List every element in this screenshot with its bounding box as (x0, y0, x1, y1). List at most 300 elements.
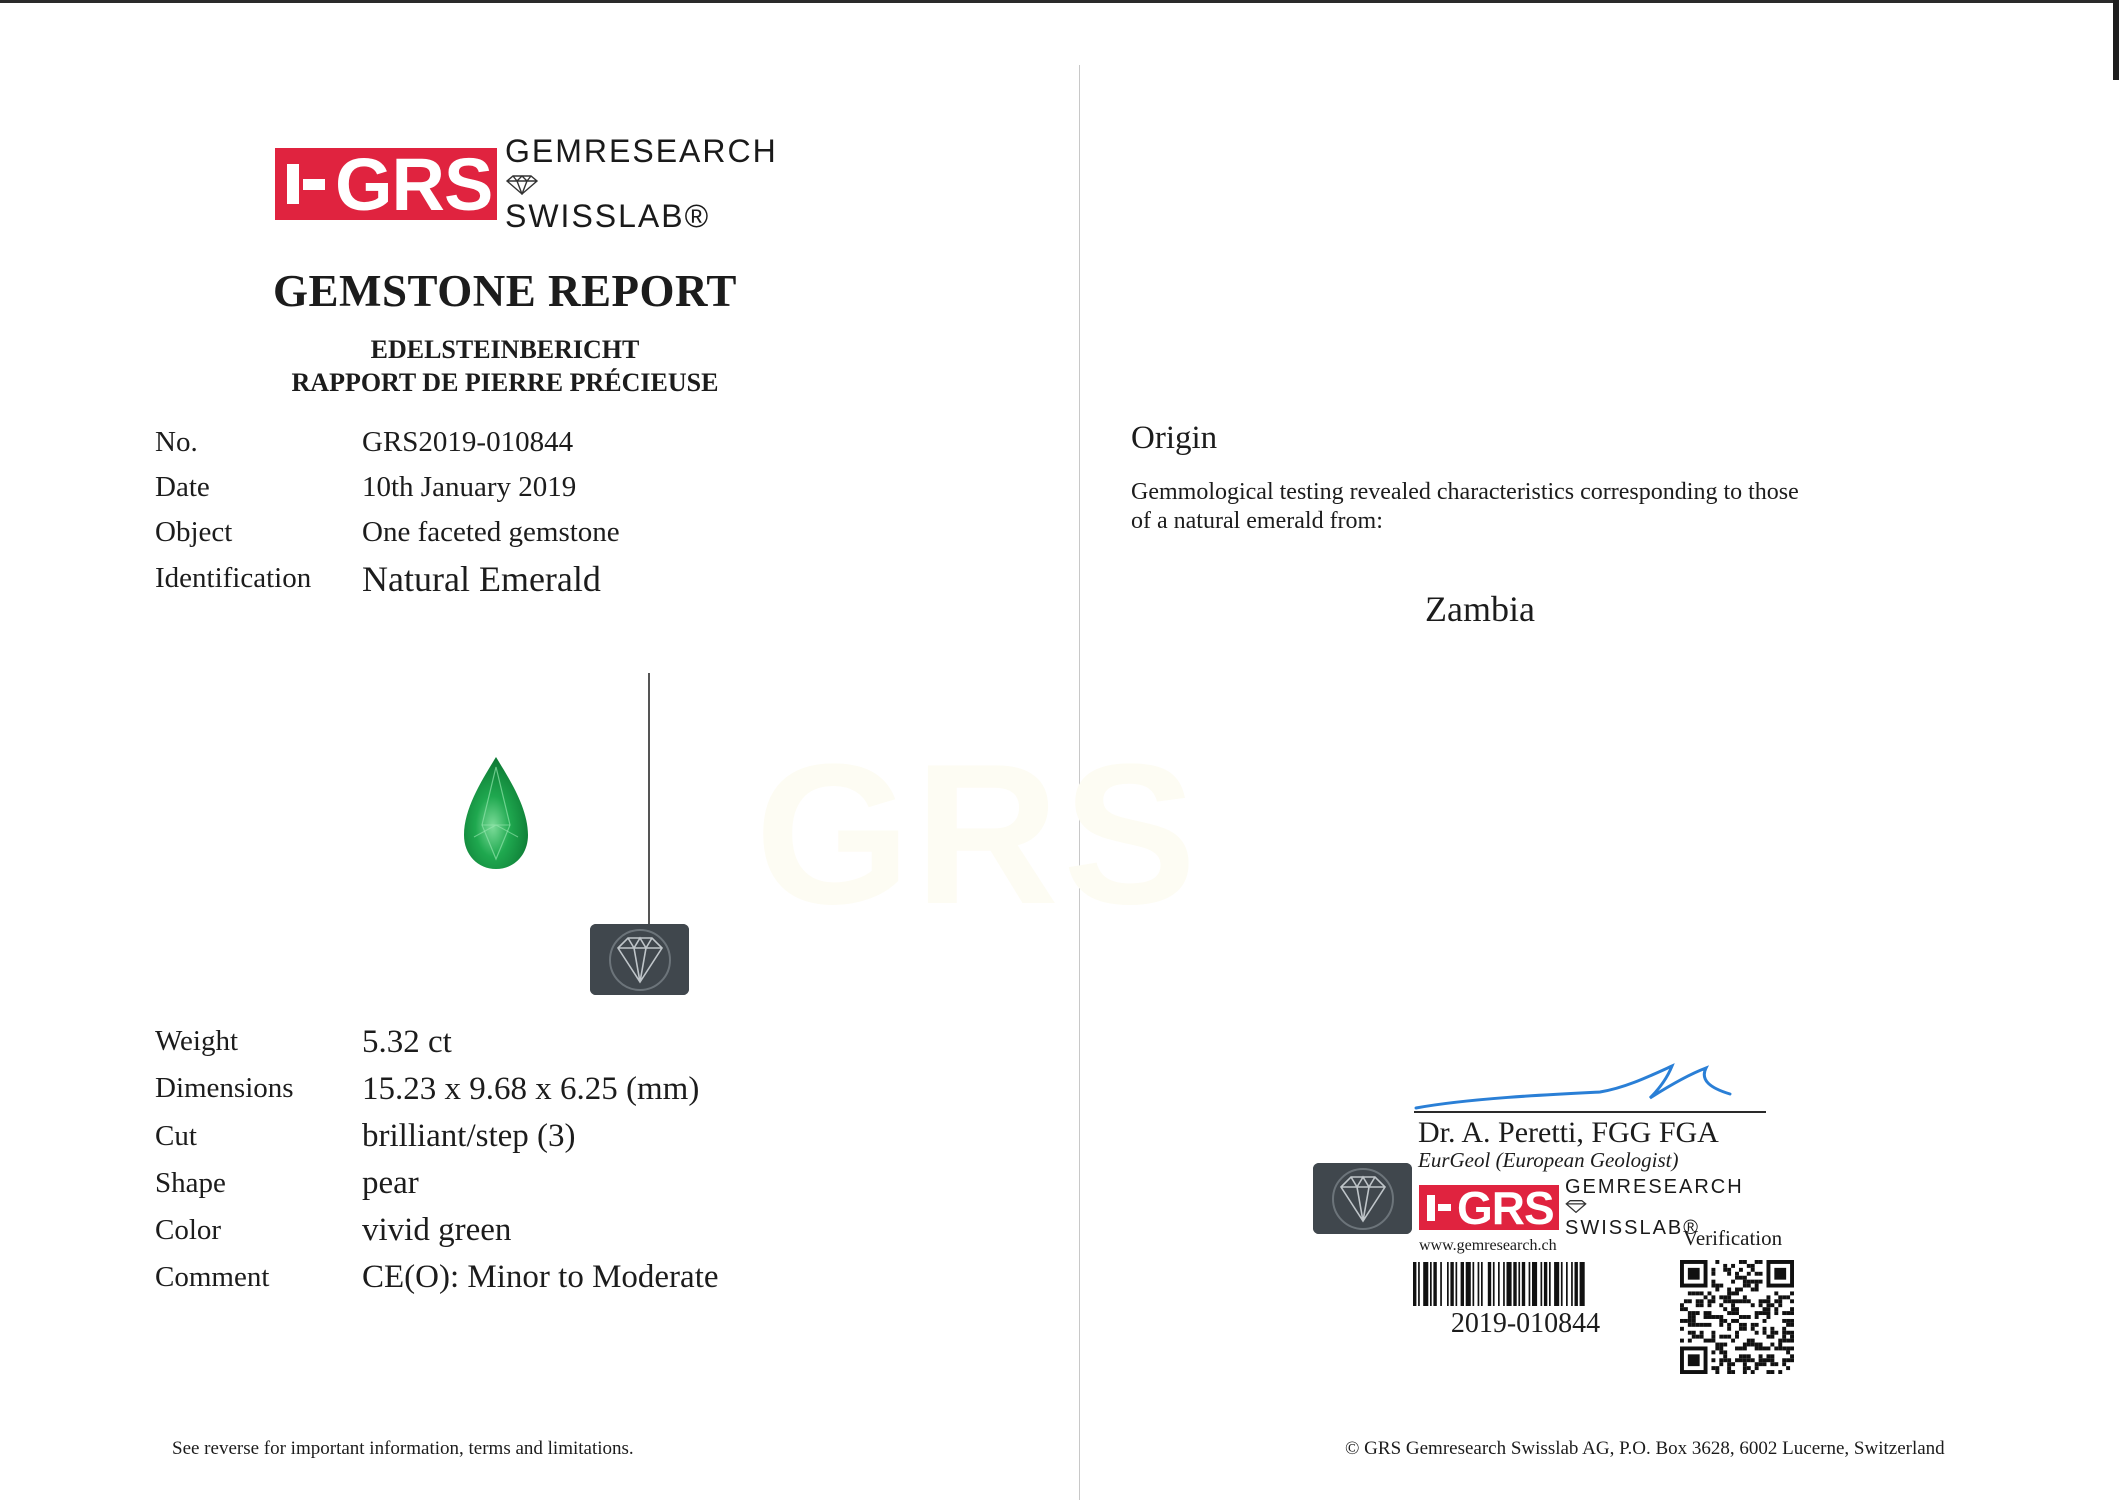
qr-module (1739, 1323, 1743, 1327)
qr-module (1692, 1331, 1696, 1335)
qr-module (1763, 1346, 1767, 1350)
qr-module (1790, 1335, 1794, 1339)
qr-module (1782, 1358, 1786, 1362)
qr-module (1739, 1276, 1743, 1280)
qr-module (1727, 1291, 1731, 1295)
qr-module (1735, 1276, 1739, 1280)
qr-module (1711, 1331, 1715, 1335)
qr-module (1719, 1343, 1723, 1347)
qr-module (1755, 1362, 1759, 1366)
qr-module (1774, 1346, 1778, 1350)
qr-module (1755, 1343, 1759, 1347)
qr-module (1743, 1295, 1747, 1299)
field-label-identification: Identification (155, 562, 312, 594)
qr-module (1770, 1331, 1774, 1335)
qr-module (1711, 1299, 1715, 1303)
qr-module (1766, 1335, 1770, 1339)
qr-module (1743, 1366, 1747, 1370)
barcode-bar (1488, 1262, 1491, 1306)
qr-module (1719, 1303, 1723, 1307)
grs-logo-line1: GEMRESEARCH (505, 133, 778, 170)
qr-module (1723, 1354, 1727, 1358)
hologram-seal-icon-2 (1313, 1163, 1412, 1234)
qr-module (1755, 1288, 1759, 1292)
qr-module (1743, 1284, 1747, 1288)
qr-module (1770, 1370, 1774, 1374)
qr-module (1739, 1260, 1743, 1264)
qr-module (1786, 1323, 1790, 1327)
barcode-bar (1518, 1262, 1520, 1306)
qr-module (1766, 1315, 1770, 1319)
qr-module (1774, 1362, 1778, 1366)
qr-module (1743, 1346, 1747, 1350)
grs-logo-small-words (1565, 1175, 1744, 1239)
qr-module (1731, 1339, 1735, 1343)
qr-module (1782, 1331, 1786, 1335)
qr-module (1731, 1307, 1735, 1311)
qr-module (1759, 1299, 1763, 1303)
detail-value-cut: brilliant/step (3) (362, 1118, 576, 1154)
qr-module (1743, 1358, 1747, 1362)
qr-module (1786, 1339, 1790, 1343)
qr-module (1688, 1299, 1692, 1303)
qr-module (1755, 1346, 1759, 1350)
qr-module (1723, 1343, 1727, 1347)
qr-module (1711, 1339, 1715, 1343)
qr-module (1731, 1311, 1735, 1315)
qr-module (1688, 1323, 1692, 1327)
emerald-stone-icon (462, 755, 530, 871)
qr-module (1735, 1358, 1739, 1362)
grs-logo-brand: GRS (335, 142, 493, 226)
qr-module (1715, 1366, 1719, 1370)
qr-module (1782, 1311, 1786, 1315)
field-value-date: 10th January 2019 (362, 471, 577, 503)
qr-module (1747, 1272, 1751, 1276)
qr-module (1770, 1335, 1774, 1339)
field-value-object: One faceted gemstone (362, 516, 620, 548)
qr-module (1696, 1335, 1700, 1339)
qr-module (1786, 1366, 1790, 1370)
qr-module (1743, 1354, 1747, 1358)
qr-module (1763, 1327, 1767, 1331)
origin-description (1131, 478, 1851, 536)
qr-module (1763, 1307, 1767, 1311)
qr-finder-core (1688, 1354, 1700, 1366)
qr-module (1739, 1354, 1743, 1358)
swiss-cross-icon-small (1427, 1195, 1435, 1221)
qr-module (1766, 1346, 1770, 1350)
qr-module (1723, 1268, 1727, 1272)
qr-module (1763, 1331, 1767, 1335)
barcode (1413, 1262, 1638, 1306)
qr-module (1723, 1358, 1727, 1362)
qr-module (1688, 1315, 1692, 1319)
qr-module (1688, 1339, 1692, 1343)
barcode-bar (1418, 1262, 1420, 1306)
barcode-bar (1575, 1262, 1578, 1306)
qr-module (1727, 1288, 1731, 1292)
barcode-bar (1481, 1262, 1483, 1306)
grs-logo (275, 133, 778, 235)
qr-module (1763, 1311, 1767, 1315)
qr-module (1743, 1276, 1747, 1280)
qr-module (1770, 1327, 1774, 1331)
barcode-bar (1507, 1262, 1512, 1306)
qr-module (1735, 1331, 1739, 1335)
qr-module (1751, 1339, 1755, 1343)
report-subtitle-fr: RAPPORT DE PIERRE PRÉCIEUSE (291, 368, 719, 397)
origin-description-line1: Gemmological testing revealed characteristics corresponding to those (1131, 479, 1799, 505)
qr-module (1743, 1280, 1747, 1284)
barcode-bar (1566, 1262, 1568, 1306)
watermark-text: GRS (755, 723, 1201, 946)
qr-module (1696, 1323, 1700, 1327)
qr-module (1711, 1272, 1715, 1276)
qr-module (1774, 1311, 1778, 1315)
qr-module (1731, 1362, 1735, 1366)
qr-module (1751, 1343, 1755, 1347)
qr-module (1755, 1280, 1759, 1284)
qr-module (1755, 1366, 1759, 1370)
barcode-bar (1503, 1262, 1505, 1306)
qr-module (1786, 1295, 1790, 1299)
grs-logo-words (505, 133, 778, 235)
qr-module (1711, 1335, 1715, 1339)
qr-module (1723, 1350, 1727, 1354)
qr-module (1770, 1343, 1774, 1347)
footer-disclaimer: See reverse for important information, terms and limitations. (172, 1438, 634, 1459)
qr-module (1735, 1299, 1739, 1303)
barcode-bar (1561, 1262, 1563, 1306)
barcode-bar (1466, 1262, 1471, 1306)
qr-module (1684, 1299, 1688, 1303)
detail-label-weight: Weight (155, 1025, 239, 1057)
diamond-icon (505, 175, 539, 195)
barcode-bar (1423, 1262, 1428, 1306)
qr-module (1763, 1358, 1767, 1362)
qr-module (1751, 1264, 1755, 1268)
detail-value-dimensions: 15.23 x 9.68 x 6.25 (mm) (362, 1071, 700, 1107)
barcode-bar (1440, 1262, 1442, 1306)
qr-module (1735, 1319, 1739, 1323)
qr-module (1704, 1315, 1708, 1319)
qr-module (1770, 1354, 1774, 1358)
barcode-bar (1413, 1262, 1416, 1306)
qr-module (1782, 1339, 1786, 1343)
qr-module (1759, 1346, 1763, 1350)
qr-module (1751, 1303, 1755, 1307)
qr-module (1755, 1260, 1759, 1264)
qr-module (1759, 1362, 1763, 1366)
detail-value-weight: 5.32 ct (362, 1024, 452, 1060)
qr-finder-core (1774, 1268, 1786, 1280)
detail-value-color: vivid green (362, 1212, 512, 1248)
qr-module (1739, 1299, 1743, 1303)
qr-module (1766, 1370, 1770, 1374)
qr-module (1719, 1319, 1723, 1323)
grs-logo-small (1419, 1175, 1744, 1239)
qr-module (1715, 1288, 1719, 1292)
qr-module (1719, 1362, 1723, 1366)
qr-module (1727, 1323, 1731, 1327)
qr-module (1711, 1350, 1715, 1354)
qr-module (1751, 1323, 1755, 1327)
qr-module (1763, 1319, 1767, 1323)
qr-module (1704, 1295, 1708, 1299)
detail-label-dimensions: Dimensions (155, 1072, 294, 1104)
qr-module (1778, 1343, 1782, 1347)
qr-module (1751, 1288, 1755, 1292)
detail-value-shape: pear (362, 1165, 419, 1201)
hologram-seal-icon (590, 924, 689, 995)
qr-module (1680, 1339, 1684, 1343)
qr-module (1684, 1319, 1688, 1323)
qr-module (1778, 1370, 1782, 1374)
qr-module (1719, 1323, 1723, 1327)
qr-module (1755, 1311, 1759, 1315)
detail-value-comment: CE(O): Minor to Moderate (362, 1259, 719, 1295)
qr-module (1704, 1311, 1708, 1315)
qr-module (1715, 1284, 1719, 1288)
qr-module (1723, 1335, 1727, 1339)
qr-module (1727, 1370, 1731, 1374)
barcode-bar (1473, 1262, 1475, 1306)
origin-country: Zambia (1425, 589, 1535, 629)
qr-module (1692, 1335, 1696, 1339)
qr-module (1790, 1311, 1794, 1315)
qr-module (1684, 1307, 1688, 1311)
field-value-identification: Natural Emerald (362, 559, 601, 599)
origin-description-line2: of a natural emerald from: (1131, 508, 1383, 534)
qr-module (1782, 1362, 1786, 1366)
qr-module (1747, 1315, 1751, 1319)
qr-module (1747, 1284, 1751, 1288)
qr-module (1739, 1346, 1743, 1350)
qr-module (1786, 1311, 1790, 1315)
qr-module (1790, 1307, 1794, 1311)
qr-module (1755, 1284, 1759, 1288)
qr-module (1692, 1311, 1696, 1315)
barcode-bar (1461, 1262, 1464, 1306)
qr-module (1700, 1331, 1704, 1335)
signatory-name: Dr. A. Peretti, FGG FGA (1418, 1116, 1719, 1149)
website-url[interactable]: www.gemresearch.ch (1419, 1237, 1557, 1254)
qr-module (1782, 1335, 1786, 1339)
field-value-no: GRS2019-010844 (362, 426, 574, 458)
barcode-bar (1478, 1262, 1480, 1306)
qr-module (1700, 1299, 1704, 1303)
origin-heading: Origin (1131, 420, 1218, 456)
qr-module (1727, 1366, 1731, 1370)
qr-module (1715, 1343, 1719, 1347)
qr-module (1766, 1303, 1770, 1307)
qr-module (1692, 1291, 1696, 1295)
barcode-bar (1450, 1262, 1453, 1306)
qr-module (1696, 1311, 1700, 1315)
qr-module (1723, 1264, 1727, 1268)
grs-logo-small-brand: GRS (1457, 1181, 1554, 1234)
qr-module (1782, 1327, 1786, 1331)
qr-module (1727, 1295, 1731, 1299)
grs-logo-line2: SWISSLAB® (505, 198, 711, 235)
qr-module (1731, 1291, 1735, 1295)
qr-module (1739, 1327, 1743, 1331)
qr-module (1759, 1354, 1763, 1358)
barcode-bar (1580, 1262, 1585, 1306)
qr-module (1766, 1358, 1770, 1362)
qr-module (1708, 1299, 1712, 1303)
barcode-bar (1522, 1262, 1525, 1306)
qr-module (1747, 1339, 1751, 1343)
qr-module (1782, 1346, 1786, 1350)
qr-module (1790, 1346, 1794, 1350)
qr-module (1711, 1366, 1715, 1370)
barcode-bar (1433, 1262, 1436, 1306)
verification-label: Verification (1683, 1226, 1783, 1250)
detail-label-comment: Comment (155, 1261, 270, 1293)
qr-module (1786, 1319, 1790, 1323)
page-top-edge (0, 0, 2119, 3)
qr-module (1727, 1272, 1731, 1276)
field-label-date: Date (155, 471, 210, 503)
barcode-bar (1529, 1262, 1531, 1306)
qr-module (1755, 1315, 1759, 1319)
barcode-bar (1447, 1262, 1449, 1306)
qr-module (1700, 1303, 1704, 1307)
qr-module (1747, 1343, 1751, 1347)
qr-module (1766, 1354, 1770, 1358)
qr-module (1688, 1331, 1692, 1335)
qr-module (1763, 1362, 1767, 1366)
report-subtitle-de: EDELSTEINBERICHT (370, 335, 640, 364)
verification-qr-code[interactable] (1680, 1260, 1794, 1374)
qr-module (1735, 1307, 1739, 1311)
qr-module (1763, 1299, 1767, 1303)
qr-finder-core (1688, 1268, 1700, 1280)
qr-module (1759, 1358, 1763, 1362)
qr-module (1770, 1358, 1774, 1362)
qr-module (1731, 1370, 1735, 1374)
qr-module (1743, 1362, 1747, 1366)
grs-logo-red-box (275, 142, 497, 226)
barcode-bar (1513, 1262, 1516, 1306)
qr-module (1727, 1358, 1731, 1362)
qr-module (1735, 1288, 1739, 1292)
qr-module (1711, 1358, 1715, 1362)
qr-module (1751, 1280, 1755, 1284)
grs-logo-small-red-box (1419, 1181, 1559, 1234)
qr-module (1759, 1343, 1763, 1347)
qr-module (1747, 1299, 1751, 1303)
qr-module (1778, 1346, 1782, 1350)
qr-module (1739, 1288, 1743, 1292)
qr-module (1743, 1323, 1747, 1327)
field-label-no: No. (155, 426, 198, 458)
qr-module (1786, 1350, 1790, 1354)
qr-module (1759, 1260, 1763, 1264)
qr-module (1731, 1264, 1735, 1268)
qr-module (1790, 1358, 1794, 1362)
qr-module (1743, 1370, 1747, 1374)
qr-module (1790, 1319, 1794, 1323)
qr-module (1778, 1299, 1782, 1303)
barcode-bar (1571, 1262, 1573, 1306)
qr-module (1731, 1319, 1735, 1323)
qr-module (1708, 1339, 1712, 1343)
qr-module (1711, 1280, 1715, 1284)
qr-module (1708, 1323, 1712, 1327)
qr-module (1727, 1362, 1731, 1366)
qr-module (1715, 1315, 1719, 1319)
barcode-bar (1430, 1262, 1432, 1306)
qr-module (1774, 1299, 1778, 1303)
signature-scribble (1410, 1058, 1770, 1118)
qr-module (1778, 1339, 1782, 1343)
pointer-line (648, 673, 650, 928)
qr-module (1770, 1362, 1774, 1366)
qr-module (1743, 1315, 1747, 1319)
qr-module (1759, 1311, 1763, 1315)
qr-module (1688, 1311, 1692, 1315)
qr-module (1680, 1307, 1684, 1311)
qr-module (1723, 1295, 1727, 1299)
qr-module (1696, 1291, 1700, 1295)
qr-module (1735, 1311, 1739, 1315)
qr-module (1708, 1291, 1712, 1295)
qr-module (1735, 1272, 1739, 1276)
qr-module (1755, 1323, 1759, 1327)
qr-module (1708, 1303, 1712, 1307)
qr-module (1711, 1284, 1715, 1288)
qr-module (1739, 1268, 1743, 1272)
qr-module (1790, 1339, 1794, 1343)
barcode-bar (1544, 1262, 1547, 1306)
grs-logo-small-line1: GEMRESEARCH (1565, 1175, 1744, 1198)
footer-copyright: © GRS Gemresearch Swisslab AG, P.O. Box 3628, 6002 Lucerne, Switzerland (1345, 1438, 1945, 1459)
qr-module (1751, 1358, 1755, 1362)
qr-module (1711, 1268, 1715, 1272)
qr-module (1759, 1303, 1763, 1307)
qr-module (1790, 1331, 1794, 1335)
qr-module (1700, 1335, 1704, 1339)
qr-module (1711, 1295, 1715, 1299)
qr-module (1778, 1303, 1782, 1307)
qr-module (1696, 1303, 1700, 1307)
qr-module (1774, 1307, 1778, 1311)
qr-module (1723, 1307, 1727, 1311)
qr-module (1700, 1291, 1704, 1295)
qr-module (1786, 1331, 1790, 1335)
qr-module (1755, 1331, 1759, 1335)
barcode-bar (1549, 1262, 1551, 1306)
qr-module (1727, 1268, 1731, 1272)
qr-module (1759, 1280, 1763, 1284)
qr-module (1708, 1315, 1712, 1319)
qr-module (1719, 1284, 1723, 1288)
qr-module (1692, 1323, 1696, 1327)
qr-module (1766, 1295, 1770, 1299)
barcode-bar (1456, 1262, 1458, 1306)
diamond-icon-small (1565, 1200, 1587, 1213)
qr-module (1747, 1354, 1751, 1358)
qr-module (1719, 1350, 1723, 1354)
qr-module (1680, 1303, 1684, 1307)
qr-module (1759, 1272, 1763, 1276)
barcode-bar (1498, 1262, 1500, 1306)
qr-module (1715, 1260, 1719, 1264)
qr-module (1790, 1299, 1794, 1303)
